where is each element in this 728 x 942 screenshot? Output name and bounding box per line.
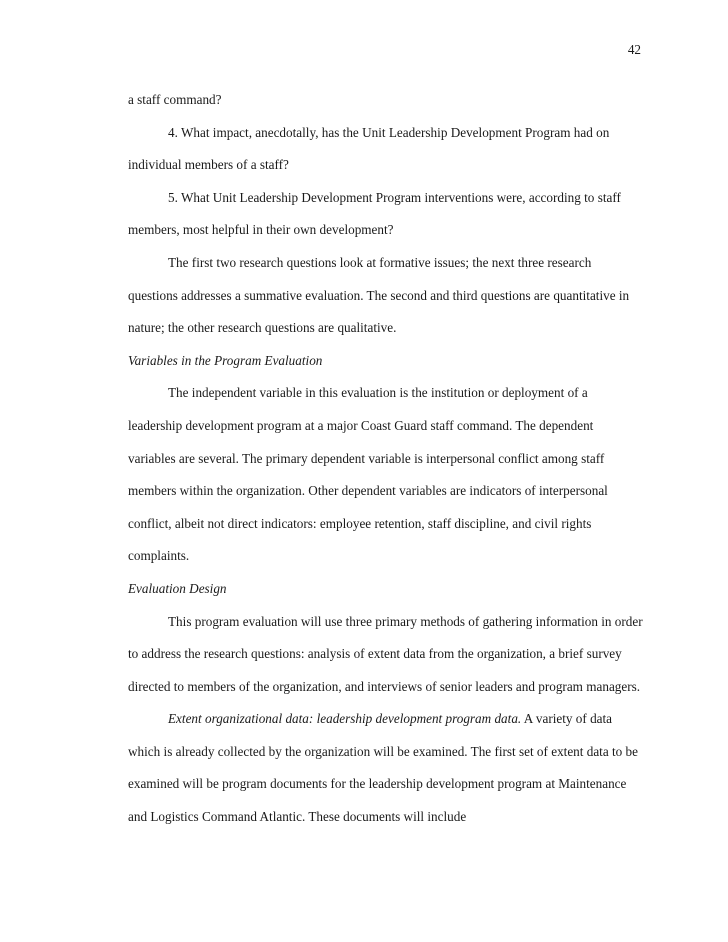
- research-questions-summary: The first two research questions look at formative issues; the next three research questions addresses a summative evaluation. The second and third questions are quantitative in nature; the other research questions are qualitative.: [128, 254, 630, 336]
- extent-data-text: A variety of data which is already collected by the organization will be examined. The first set of extent data to be examined will be program documents for the leadership development program at Maintenance and Logistics Command Atlantic. These documents will include: [128, 711, 638, 825]
- research-question-4: 4. What impact, anecdotally, has the Unit Leadership Development Program had on individual members of a staff?: [128, 124, 610, 173]
- page-number: 42: [627, 42, 641, 57]
- research-question-5: 5. What Unit Leadership Development Program interventions were, according to staff members, most helpful in their own development?: [128, 189, 621, 238]
- evaluation-design-paragraph: This program evaluation will use three primary methods of gathering information in order to address the research questions: analysis of extent data from the organization, a brief survey directed to members of the organization, and interviews of senior leaders and program managers.: [128, 613, 643, 694]
- run-in-heading-extent-data: Extent organizational data: leadership development program data.: [168, 711, 522, 727]
- body-text: [128, 84, 643, 834]
- section-heading-evaluation-design: Evaluation Design: [128, 580, 227, 596]
- variables-paragraph: The independent variable in this evaluation is the institution or deployment of a leadership development program at a major Coast Guard staff command. The dependent variables are several. The primary dependent variable is interpersonal conflict among staff members within the organization. Other dependent variables are indicators of interpersonal conflict, albeit not direct indicators: employee retention, staff discipline, and civil rights complaints.: [128, 385, 608, 564]
- extent-data-paragraph: [128, 703, 643, 833]
- paragraph-continuation: a staff command?: [128, 92, 222, 107]
- section-heading-variables: Variables in the Program Evaluation: [128, 352, 323, 368]
